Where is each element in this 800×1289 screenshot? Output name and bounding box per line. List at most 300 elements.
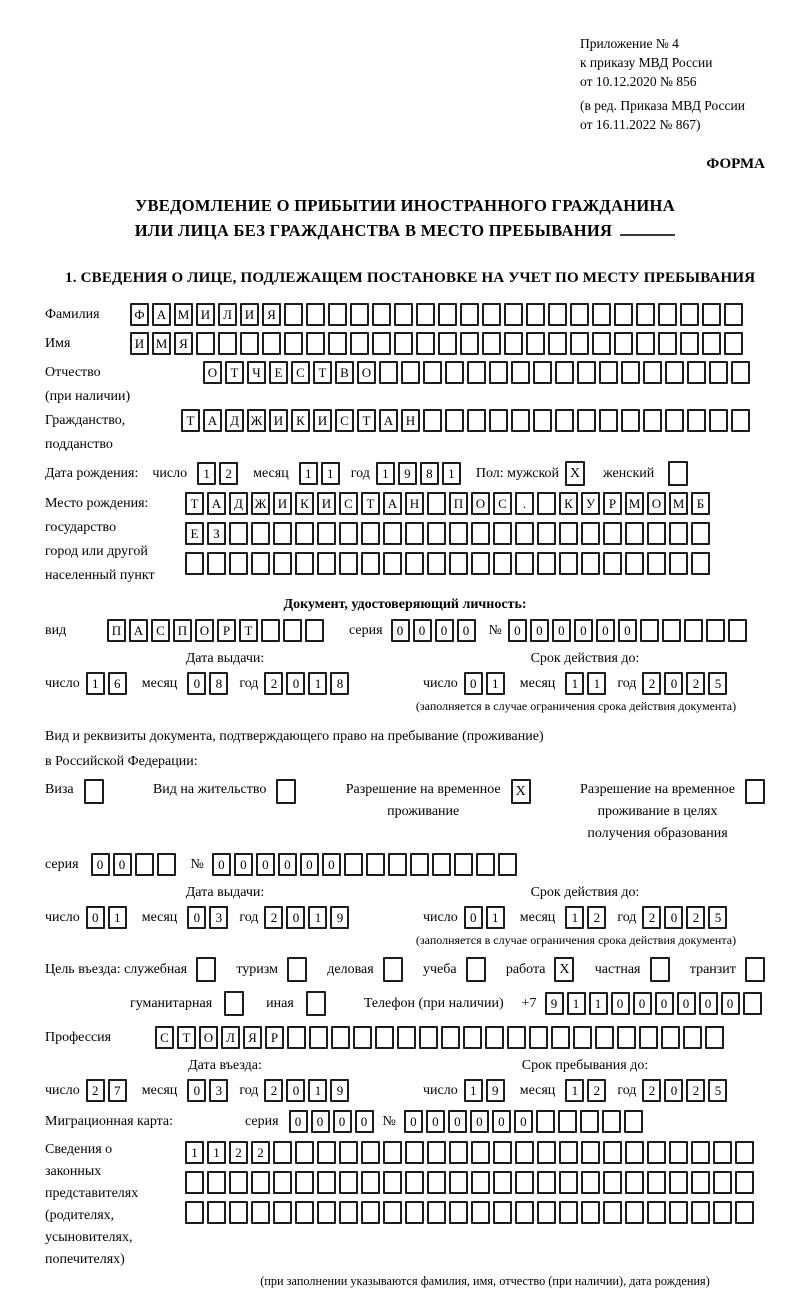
char-cell[interactable]: 1 bbox=[321, 462, 340, 485]
char-cell[interactable] bbox=[240, 332, 259, 355]
char-cell[interactable]: 1 bbox=[442, 462, 461, 485]
char-cell[interactable] bbox=[383, 552, 402, 575]
char-cell[interactable]: 1 bbox=[376, 462, 395, 485]
char-cell[interactable] bbox=[577, 409, 596, 432]
char-cell[interactable] bbox=[185, 1171, 204, 1194]
char-cell[interactable]: 0 bbox=[574, 619, 593, 642]
char-cell[interactable]: 0 bbox=[113, 853, 132, 876]
char-cell[interactable]: 0 bbox=[508, 619, 527, 642]
char-cell[interactable] bbox=[460, 303, 479, 326]
char-cell[interactable]: 1 bbox=[587, 672, 606, 695]
char-cell[interactable]: А bbox=[129, 619, 148, 642]
char-cell[interactable] bbox=[603, 522, 622, 545]
char-cell[interactable]: 8 bbox=[330, 672, 349, 695]
char-cell[interactable]: 2 bbox=[229, 1141, 248, 1164]
char-cell[interactable]: 0 bbox=[457, 619, 476, 642]
char-cell[interactable] bbox=[555, 361, 574, 384]
char-cell[interactable] bbox=[372, 332, 391, 355]
char-cell[interactable] bbox=[643, 409, 662, 432]
char-cell[interactable]: 0 bbox=[413, 619, 432, 642]
char-cell[interactable]: Р bbox=[265, 1026, 284, 1049]
char-cell[interactable] bbox=[493, 1201, 512, 1224]
char-cell[interactable] bbox=[691, 1171, 710, 1194]
char-cell[interactable]: Н bbox=[405, 492, 424, 515]
char-cell[interactable] bbox=[339, 1141, 358, 1164]
purpose-other-checkbox[interactable] bbox=[306, 991, 326, 1016]
gender-male-checkbox[interactable]: X bbox=[565, 461, 585, 486]
char-cell[interactable] bbox=[185, 552, 204, 575]
purpose-study-checkbox[interactable] bbox=[466, 957, 486, 982]
char-cell[interactable] bbox=[427, 1171, 446, 1194]
char-cell[interactable] bbox=[621, 409, 640, 432]
char-cell[interactable] bbox=[331, 1026, 350, 1049]
char-cell[interactable] bbox=[625, 522, 644, 545]
char-cell[interactable]: 0 bbox=[212, 853, 231, 876]
char-cell[interactable] bbox=[427, 492, 446, 515]
char-cell[interactable]: 0 bbox=[699, 992, 718, 1015]
char-cell[interactable] bbox=[709, 361, 728, 384]
char-cell[interactable] bbox=[405, 1171, 424, 1194]
char-cell[interactable] bbox=[471, 1201, 490, 1224]
char-cell[interactable] bbox=[317, 522, 336, 545]
char-cell[interactable]: С bbox=[155, 1026, 174, 1049]
char-cell[interactable] bbox=[361, 1201, 380, 1224]
char-cell[interactable] bbox=[251, 1171, 270, 1194]
char-cell[interactable] bbox=[273, 552, 292, 575]
char-cell[interactable] bbox=[261, 619, 280, 642]
char-cell[interactable]: Т bbox=[225, 361, 244, 384]
char-cell[interactable] bbox=[537, 552, 556, 575]
char-cell[interactable] bbox=[449, 552, 468, 575]
char-cell[interactable]: 2 bbox=[86, 1079, 105, 1102]
char-cell[interactable]: 1 bbox=[207, 1141, 226, 1164]
char-cell[interactable]: 0 bbox=[333, 1110, 352, 1133]
char-cell[interactable] bbox=[595, 1026, 614, 1049]
char-cell[interactable] bbox=[599, 409, 618, 432]
char-cell[interactable] bbox=[647, 1201, 666, 1224]
char-cell[interactable]: Б bbox=[691, 492, 710, 515]
char-cell[interactable]: К bbox=[295, 492, 314, 515]
char-cell[interactable]: 2 bbox=[587, 906, 606, 929]
char-cell[interactable]: 2 bbox=[686, 1079, 705, 1102]
char-cell[interactable] bbox=[361, 522, 380, 545]
char-cell[interactable]: Л bbox=[218, 303, 237, 326]
char-cell[interactable]: 2 bbox=[642, 906, 661, 929]
char-cell[interactable] bbox=[617, 1026, 636, 1049]
char-cell[interactable] bbox=[388, 853, 407, 876]
char-cell[interactable] bbox=[661, 1026, 680, 1049]
char-cell[interactable]: Ж bbox=[247, 409, 266, 432]
char-cell[interactable]: О bbox=[199, 1026, 218, 1049]
char-cell[interactable] bbox=[555, 409, 574, 432]
char-cell[interactable]: 0 bbox=[596, 619, 615, 642]
char-cell[interactable]: В bbox=[335, 361, 354, 384]
temp-permit-checkbox[interactable]: X bbox=[511, 779, 531, 804]
char-cell[interactable] bbox=[328, 332, 347, 355]
char-cell[interactable] bbox=[372, 303, 391, 326]
char-cell[interactable] bbox=[691, 1141, 710, 1164]
char-cell[interactable] bbox=[489, 361, 508, 384]
char-cell[interactable] bbox=[636, 332, 655, 355]
char-cell[interactable] bbox=[658, 332, 677, 355]
char-cell[interactable] bbox=[603, 1141, 622, 1164]
char-cell[interactable] bbox=[454, 853, 473, 876]
char-cell[interactable]: 0 bbox=[286, 1079, 305, 1102]
char-cell[interactable] bbox=[647, 552, 666, 575]
char-cell[interactable] bbox=[603, 1201, 622, 1224]
char-cell[interactable] bbox=[731, 409, 750, 432]
char-cell[interactable]: М bbox=[669, 492, 688, 515]
gender-female-checkbox[interactable] bbox=[668, 461, 688, 486]
char-cell[interactable]: 0 bbox=[91, 853, 110, 876]
char-cell[interactable] bbox=[684, 619, 703, 642]
char-cell[interactable]: 1 bbox=[308, 906, 327, 929]
char-cell[interactable]: 9 bbox=[545, 992, 564, 1015]
char-cell[interactable] bbox=[559, 1201, 578, 1224]
char-cell[interactable] bbox=[687, 361, 706, 384]
purpose-official-checkbox[interactable] bbox=[196, 957, 216, 982]
char-cell[interactable] bbox=[207, 1171, 226, 1194]
char-cell[interactable] bbox=[397, 1026, 416, 1049]
char-cell[interactable]: 2 bbox=[686, 906, 705, 929]
char-cell[interactable] bbox=[460, 332, 479, 355]
char-cell[interactable]: З bbox=[207, 522, 226, 545]
char-cell[interactable] bbox=[207, 552, 226, 575]
char-cell[interactable] bbox=[640, 619, 659, 642]
char-cell[interactable] bbox=[375, 1026, 394, 1049]
char-cell[interactable]: У bbox=[581, 492, 600, 515]
char-cell[interactable] bbox=[669, 1141, 688, 1164]
char-cell[interactable] bbox=[423, 409, 442, 432]
char-cell[interactable] bbox=[366, 853, 385, 876]
char-cell[interactable]: К bbox=[559, 492, 578, 515]
char-cell[interactable]: И bbox=[240, 303, 259, 326]
char-cell[interactable]: 1 bbox=[86, 672, 105, 695]
char-cell[interactable]: 1 bbox=[197, 462, 216, 485]
char-cell[interactable] bbox=[344, 853, 363, 876]
char-cell[interactable]: 2 bbox=[587, 1079, 606, 1102]
char-cell[interactable] bbox=[283, 619, 302, 642]
char-cell[interactable] bbox=[669, 552, 688, 575]
char-cell[interactable] bbox=[416, 332, 435, 355]
char-cell[interactable] bbox=[724, 332, 743, 355]
char-cell[interactable]: И bbox=[196, 303, 215, 326]
char-cell[interactable] bbox=[636, 303, 655, 326]
char-cell[interactable] bbox=[537, 1201, 556, 1224]
char-cell[interactable] bbox=[680, 332, 699, 355]
char-cell[interactable]: С bbox=[339, 492, 358, 515]
char-cell[interactable] bbox=[735, 1141, 754, 1164]
char-cell[interactable] bbox=[449, 522, 468, 545]
char-cell[interactable]: 2 bbox=[264, 1079, 283, 1102]
char-cell[interactable]: И bbox=[269, 409, 288, 432]
char-cell[interactable] bbox=[361, 552, 380, 575]
char-cell[interactable] bbox=[558, 1110, 577, 1133]
char-cell[interactable]: 2 bbox=[642, 672, 661, 695]
char-cell[interactable]: И bbox=[313, 409, 332, 432]
char-cell[interactable]: 0 bbox=[187, 906, 206, 929]
char-cell[interactable] bbox=[401, 361, 420, 384]
char-cell[interactable] bbox=[559, 522, 578, 545]
char-cell[interactable]: 0 bbox=[618, 619, 637, 642]
char-cell[interactable] bbox=[427, 552, 446, 575]
char-cell[interactable] bbox=[691, 1201, 710, 1224]
char-cell[interactable] bbox=[273, 1171, 292, 1194]
char-cell[interactable] bbox=[350, 303, 369, 326]
char-cell[interactable] bbox=[515, 552, 534, 575]
char-cell[interactable] bbox=[405, 1141, 424, 1164]
char-cell[interactable] bbox=[577, 361, 596, 384]
char-cell[interactable] bbox=[467, 361, 486, 384]
char-cell[interactable] bbox=[394, 303, 413, 326]
char-cell[interactable] bbox=[680, 303, 699, 326]
char-cell[interactable] bbox=[625, 1201, 644, 1224]
char-cell[interactable] bbox=[383, 1171, 402, 1194]
char-cell[interactable] bbox=[405, 552, 424, 575]
char-cell[interactable] bbox=[581, 1171, 600, 1194]
char-cell[interactable] bbox=[445, 361, 464, 384]
char-cell[interactable] bbox=[284, 303, 303, 326]
char-cell[interactable] bbox=[361, 1171, 380, 1194]
char-cell[interactable]: Я bbox=[174, 332, 193, 355]
purpose-tourism-checkbox[interactable] bbox=[287, 957, 307, 982]
char-cell[interactable]: 0 bbox=[492, 1110, 511, 1133]
char-cell[interactable] bbox=[441, 1026, 460, 1049]
char-cell[interactable] bbox=[471, 1171, 490, 1194]
char-cell[interactable]: 0 bbox=[633, 992, 652, 1015]
char-cell[interactable]: О bbox=[357, 361, 376, 384]
purpose-humanitarian-checkbox[interactable] bbox=[224, 991, 244, 1016]
char-cell[interactable]: М bbox=[152, 332, 171, 355]
char-cell[interactable]: 8 bbox=[420, 462, 439, 485]
char-cell[interactable]: 5 bbox=[708, 1079, 727, 1102]
char-cell[interactable]: И bbox=[130, 332, 149, 355]
char-cell[interactable]: О bbox=[647, 492, 666, 515]
char-cell[interactable] bbox=[731, 361, 750, 384]
char-cell[interactable] bbox=[328, 303, 347, 326]
char-cell[interactable] bbox=[581, 552, 600, 575]
char-cell[interactable] bbox=[548, 332, 567, 355]
char-cell[interactable] bbox=[317, 1141, 336, 1164]
char-cell[interactable]: Т bbox=[313, 361, 332, 384]
char-cell[interactable] bbox=[624, 1110, 643, 1133]
char-cell[interactable] bbox=[419, 1026, 438, 1049]
char-cell[interactable]: 0 bbox=[278, 853, 297, 876]
char-cell[interactable] bbox=[658, 303, 677, 326]
char-cell[interactable] bbox=[427, 1141, 446, 1164]
char-cell[interactable] bbox=[526, 303, 545, 326]
char-cell[interactable] bbox=[383, 522, 402, 545]
char-cell[interactable] bbox=[614, 303, 633, 326]
char-cell[interactable]: 1 bbox=[486, 672, 505, 695]
char-cell[interactable] bbox=[423, 361, 442, 384]
char-cell[interactable]: 1 bbox=[464, 1079, 483, 1102]
char-cell[interactable]: Т bbox=[361, 492, 380, 515]
char-cell[interactable]: 5 bbox=[708, 672, 727, 695]
char-cell[interactable]: 1 bbox=[565, 906, 584, 929]
char-cell[interactable] bbox=[507, 1026, 526, 1049]
char-cell[interactable]: 2 bbox=[642, 1079, 661, 1102]
char-cell[interactable] bbox=[537, 1141, 556, 1164]
char-cell[interactable] bbox=[647, 1171, 666, 1194]
char-cell[interactable]: 6 bbox=[108, 672, 127, 695]
char-cell[interactable] bbox=[207, 1201, 226, 1224]
char-cell[interactable] bbox=[229, 1201, 248, 1224]
char-cell[interactable] bbox=[350, 332, 369, 355]
char-cell[interactable] bbox=[427, 522, 446, 545]
char-cell[interactable]: 0 bbox=[234, 853, 253, 876]
char-cell[interactable]: 1 bbox=[108, 906, 127, 929]
char-cell[interactable] bbox=[445, 409, 464, 432]
char-cell[interactable]: А bbox=[152, 303, 171, 326]
char-cell[interactable]: 8 bbox=[209, 672, 228, 695]
char-cell[interactable]: 0 bbox=[286, 672, 305, 695]
char-cell[interactable] bbox=[504, 332, 523, 355]
char-cell[interactable] bbox=[361, 1141, 380, 1164]
char-cell[interactable]: 2 bbox=[219, 462, 238, 485]
char-cell[interactable] bbox=[724, 303, 743, 326]
char-cell[interactable] bbox=[647, 522, 666, 545]
char-cell[interactable] bbox=[602, 1110, 621, 1133]
char-cell[interactable] bbox=[432, 853, 451, 876]
char-cell[interactable]: 0 bbox=[552, 619, 571, 642]
char-cell[interactable]: Т bbox=[177, 1026, 196, 1049]
char-cell[interactable] bbox=[471, 1141, 490, 1164]
char-cell[interactable] bbox=[559, 552, 578, 575]
char-cell[interactable] bbox=[273, 1141, 292, 1164]
char-cell[interactable]: Д bbox=[225, 409, 244, 432]
char-cell[interactable]: 0 bbox=[464, 906, 483, 929]
char-cell[interactable] bbox=[559, 1141, 578, 1164]
char-cell[interactable] bbox=[581, 1141, 600, 1164]
char-cell[interactable] bbox=[551, 1026, 570, 1049]
char-cell[interactable]: 0 bbox=[530, 619, 549, 642]
char-cell[interactable] bbox=[317, 552, 336, 575]
char-cell[interactable]: С bbox=[291, 361, 310, 384]
char-cell[interactable] bbox=[317, 1201, 336, 1224]
char-cell[interactable] bbox=[669, 1201, 688, 1224]
char-cell[interactable]: С bbox=[151, 619, 170, 642]
char-cell[interactable] bbox=[669, 1171, 688, 1194]
char-cell[interactable]: О bbox=[203, 361, 222, 384]
char-cell[interactable] bbox=[573, 1026, 592, 1049]
char-cell[interactable]: 2 bbox=[264, 906, 283, 929]
char-cell[interactable] bbox=[449, 1141, 468, 1164]
char-cell[interactable] bbox=[515, 1171, 534, 1194]
purpose-transit-checkbox[interactable] bbox=[745, 957, 765, 982]
char-cell[interactable]: Т bbox=[185, 492, 204, 515]
char-cell[interactable] bbox=[511, 409, 530, 432]
char-cell[interactable]: 0 bbox=[300, 853, 319, 876]
char-cell[interactable]: . bbox=[515, 492, 534, 515]
char-cell[interactable]: А bbox=[379, 409, 398, 432]
char-cell[interactable] bbox=[317, 1171, 336, 1194]
char-cell[interactable]: 1 bbox=[567, 992, 586, 1015]
residence-permit-checkbox[interactable] bbox=[276, 779, 296, 804]
char-cell[interactable] bbox=[471, 522, 490, 545]
char-cell[interactable] bbox=[614, 332, 633, 355]
char-cell[interactable] bbox=[625, 1141, 644, 1164]
char-cell[interactable] bbox=[251, 522, 270, 545]
char-cell[interactable]: 0 bbox=[655, 992, 674, 1015]
char-cell[interactable] bbox=[662, 619, 681, 642]
char-cell[interactable] bbox=[581, 1201, 600, 1224]
char-cell[interactable]: Е bbox=[185, 522, 204, 545]
char-cell[interactable] bbox=[383, 1201, 402, 1224]
char-cell[interactable] bbox=[713, 1171, 732, 1194]
char-cell[interactable] bbox=[691, 522, 710, 545]
char-cell[interactable]: 0 bbox=[664, 1079, 683, 1102]
char-cell[interactable]: П bbox=[449, 492, 468, 515]
char-cell[interactable] bbox=[405, 522, 424, 545]
char-cell[interactable] bbox=[536, 1110, 555, 1133]
char-cell[interactable]: 1 bbox=[486, 906, 505, 929]
char-cell[interactable] bbox=[482, 303, 501, 326]
char-cell[interactable]: Ч bbox=[247, 361, 266, 384]
char-cell[interactable]: И bbox=[317, 492, 336, 515]
char-cell[interactable] bbox=[687, 409, 706, 432]
char-cell[interactable] bbox=[185, 1201, 204, 1224]
char-cell[interactable]: 0 bbox=[464, 672, 483, 695]
char-cell[interactable] bbox=[353, 1026, 372, 1049]
char-cell[interactable] bbox=[476, 853, 495, 876]
char-cell[interactable]: Ж bbox=[251, 492, 270, 515]
char-cell[interactable]: 9 bbox=[486, 1079, 505, 1102]
char-cell[interactable] bbox=[394, 332, 413, 355]
char-cell[interactable]: Т bbox=[181, 409, 200, 432]
char-cell[interactable] bbox=[489, 409, 508, 432]
char-cell[interactable] bbox=[339, 522, 358, 545]
char-cell[interactable]: 0 bbox=[311, 1110, 330, 1133]
char-cell[interactable]: Н bbox=[401, 409, 420, 432]
char-cell[interactable] bbox=[706, 619, 725, 642]
char-cell[interactable]: Д bbox=[229, 492, 248, 515]
char-cell[interactable]: Р bbox=[217, 619, 236, 642]
char-cell[interactable]: М bbox=[625, 492, 644, 515]
char-cell[interactable] bbox=[691, 552, 710, 575]
char-cell[interactable] bbox=[449, 1171, 468, 1194]
char-cell[interactable] bbox=[621, 361, 640, 384]
char-cell[interactable] bbox=[273, 1201, 292, 1224]
char-cell[interactable]: 0 bbox=[187, 1079, 206, 1102]
char-cell[interactable] bbox=[493, 1171, 512, 1194]
char-cell[interactable] bbox=[135, 853, 154, 876]
char-cell[interactable]: А bbox=[207, 492, 226, 515]
char-cell[interactable]: 0 bbox=[677, 992, 696, 1015]
char-cell[interactable]: С bbox=[493, 492, 512, 515]
char-cell[interactable] bbox=[251, 552, 270, 575]
char-cell[interactable] bbox=[643, 361, 662, 384]
char-cell[interactable]: 1 bbox=[308, 1079, 327, 1102]
char-cell[interactable] bbox=[709, 409, 728, 432]
char-cell[interactable] bbox=[529, 1026, 548, 1049]
char-cell[interactable] bbox=[665, 409, 684, 432]
char-cell[interactable] bbox=[295, 522, 314, 545]
char-cell[interactable]: 3 bbox=[209, 1079, 228, 1102]
char-cell[interactable] bbox=[504, 303, 523, 326]
char-cell[interactable] bbox=[713, 1201, 732, 1224]
char-cell[interactable]: А bbox=[383, 492, 402, 515]
char-cell[interactable] bbox=[383, 1141, 402, 1164]
char-cell[interactable]: Р bbox=[603, 492, 622, 515]
char-cell[interactable] bbox=[603, 1171, 622, 1194]
char-cell[interactable]: 0 bbox=[289, 1110, 308, 1133]
char-cell[interactable] bbox=[251, 1201, 270, 1224]
char-cell[interactable] bbox=[284, 332, 303, 355]
char-cell[interactable] bbox=[309, 1026, 328, 1049]
char-cell[interactable] bbox=[713, 1141, 732, 1164]
char-cell[interactable]: Л bbox=[221, 1026, 240, 1049]
